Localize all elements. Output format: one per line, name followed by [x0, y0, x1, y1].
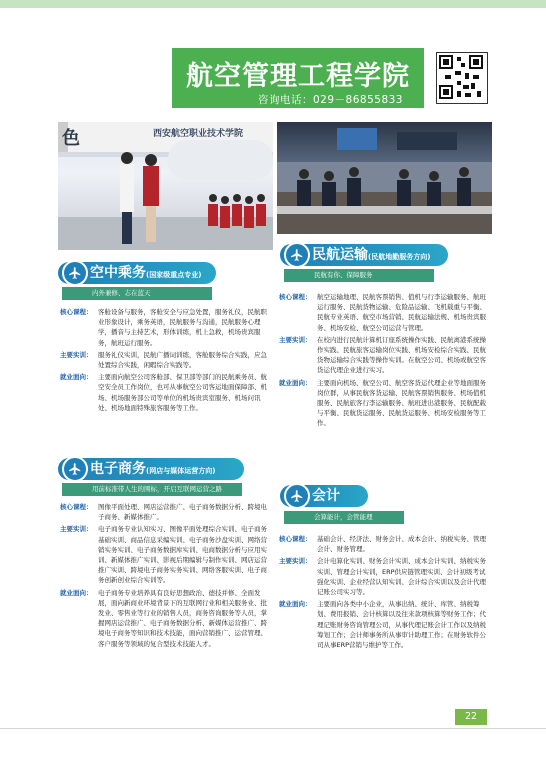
row-text: 航空运输地理、民航客票销售、值机与行李运输服务、航班运行服务、民航货物运输、危险品运输、飞机载重与平衡、民航专业英语、航空市场营销、民航运输法规、机场贵宾服务、机场安检、航空公司运营与管理。 [317, 293, 486, 332]
row-text: 电子商务专业认知实习、图像平面处理综合实训、电子商务基础实训、商品信息采编实训、电子商务沙盘实训、网络营销实务实训、电子商务数据库实训、电商数据分析与应用实训、新媒体推广实训、影视后期编辑与制作实训、网店运营推广实训、跨境电子商务实务实训、网络客服实训、电子商务创新创业综合实训等。 [98, 525, 267, 585]
training-row [60, 350, 272, 370]
page-title: 航空管理工程学院 [186, 61, 410, 92]
section-header-minhang [280, 244, 448, 266]
course-row [279, 534, 491, 554]
training-row [279, 335, 491, 376]
row-label: 核心课程： [279, 293, 312, 301]
row-label: 就业面向： [60, 588, 93, 597]
row-label: 就业面向： [279, 378, 312, 387]
row-label: 就业面向： [60, 373, 93, 382]
section-header-kongzhong [58, 262, 216, 284]
section-title: 会计 [312, 488, 340, 504]
section-tagline: 内外兼修、志在蓝天 [62, 287, 212, 300]
section-badge: (国家级重点专业) [146, 271, 202, 279]
career-row [60, 372, 272, 413]
section-title: 空中乘务 [90, 265, 146, 281]
section-title: 民航运输 [312, 247, 368, 263]
row-label: 主要实训： [60, 350, 93, 359]
section-body-kuaiji [279, 534, 491, 652]
row-text: 主要面向各类中小企业，从事出纳、统计、库管、纳税筹划、费用报销、会计核算以及往来款项核算等财务工作；代理记账财务咨询管理公司，从事代理记账会计工作以及纳税筹划工作；会计师事务所从事审计助理工作；在财务软件公司从事ERP营销与维护等工作。 [317, 600, 486, 650]
section-badge: (民航地勤服务方向) [368, 253, 431, 261]
row-text: 服务礼仪实训，民航广播词训练，客舱服务综合实践，应急处置综合实践，闲暇综合实践等。 [98, 350, 267, 370]
section-body-minhang [279, 292, 491, 431]
career-row [279, 599, 491, 650]
flight-attendants-photo [58, 122, 273, 250]
row-text: 主要面向航空公司客舱部、保卫部等部门的民航乘务员、航空安全员工作岗位，也可从事航空公司客运地面保障部、机场、机场服务部公司等单位的机场贵宾室服务、机场问讯处、机场地面特殊旅客服务等工作。 [98, 373, 267, 412]
row-text: 会计电算化实训、财务会计实训、成本会计实训、纳税实务实训、管理会计实训，ERP供应链管理实训、会计初级考试强化实训、企业经营认知实训、会计综合实训以及会计代理记账公司实习等。 [317, 557, 486, 597]
row-label: 主要实训： [60, 525, 93, 534]
section-body-dianzi [60, 502, 272, 651]
row-text: 主要面向机场、航空公司、航空客货运代理企业等地面服务岗位群，从事民航客货运输、民航客票销售服务、机场值机服务、民航旅客行李运输服务、航班进出港服务、民航配载与平衡、民航货运服务、民航货运服务、机场安检服务等工作。 [317, 378, 486, 428]
campus-sign-text: 西安航空职业技术学院 [153, 129, 244, 139]
airplane-icon [284, 242, 310, 268]
page-number: 22 [455, 709, 487, 725]
footer-divider [0, 728, 546, 729]
course-row [279, 292, 491, 333]
qr-code-icon [436, 52, 488, 104]
airplane-icon [62, 260, 88, 286]
row-label: 核心课程： [60, 503, 93, 511]
row-label: 主要实训： [279, 557, 312, 566]
section-title: 电子商务 [90, 461, 146, 477]
row-text: 电子商务专业培养具有良好思想政治、德技并修、全面发展，面向新商业环境背景下的互联网行业和相关服务业、批发业、零售业等行业的销售人员，商务咨询服务等人员，掌握网店运营推广、电子商务数据分析、新媒体运营推广、跨境电子商务等知识和技术技能，面向营销推广、运营管理、客户服务等领域的复合型技术技能人才。 [98, 588, 267, 648]
course-row [60, 502, 272, 522]
row-label: 核心课程： [279, 535, 312, 543]
section-tagline: 民航有你、保障服务 [284, 269, 434, 282]
career-row [279, 378, 491, 429]
career-row [60, 588, 272, 649]
row-text: 在校内进行民航计算机订座系统操作实践、民航离港系统操作实践、民航旅客运输岗位实践、机场安检综合实践、民航货物运输综合实践等操作实训。在航空公司、机场或航空客货运代理企业进行实习。 [317, 335, 486, 375]
section-badge: (网店与媒体运营方向) [146, 467, 216, 475]
svg-text:色: 色 [62, 128, 80, 149]
section-tagline: 会算能计，会管能理 [284, 511, 404, 524]
section-header-dianzi [58, 458, 244, 480]
row-text: 基础会计、经济法、财务会计、成本会计、纳税实务、管理会计、财务管理。 [317, 535, 486, 554]
section-header-kuaiji [280, 485, 368, 507]
top-accent-bar [0, 0, 546, 8]
airplane-icon [62, 456, 88, 482]
page-header [172, 48, 424, 108]
section-body-kongzhong [60, 307, 272, 415]
training-row [60, 524, 272, 585]
training-row [279, 556, 491, 597]
row-label: 就业面向： [279, 600, 312, 609]
classroom-training-photo [277, 122, 492, 234]
airplane-icon [284, 483, 310, 509]
row-label: 主要实训： [279, 335, 312, 344]
row-text: 客舱设备与服务，客舱安全与应急处置，服务礼仪，民航职业形象设计，乘务英语，民航服务与沟通，民航服务心理学，播音与主持艺术，形体训练，机上急救，机场贵宾服务，航班运行服务。 [98, 308, 267, 347]
contact-phone: 咨询电话：029－86855833 [258, 94, 403, 106]
row-text: 图像平面处理、网店运营推广、电子商务数据分析、跨境电子商务、新媒体推广。 [98, 503, 267, 522]
row-label: 核心课程： [60, 308, 93, 316]
section-tagline: 用前标准带人生的围标，开启互联网运营之路 [62, 483, 242, 496]
course-row [60, 307, 272, 348]
